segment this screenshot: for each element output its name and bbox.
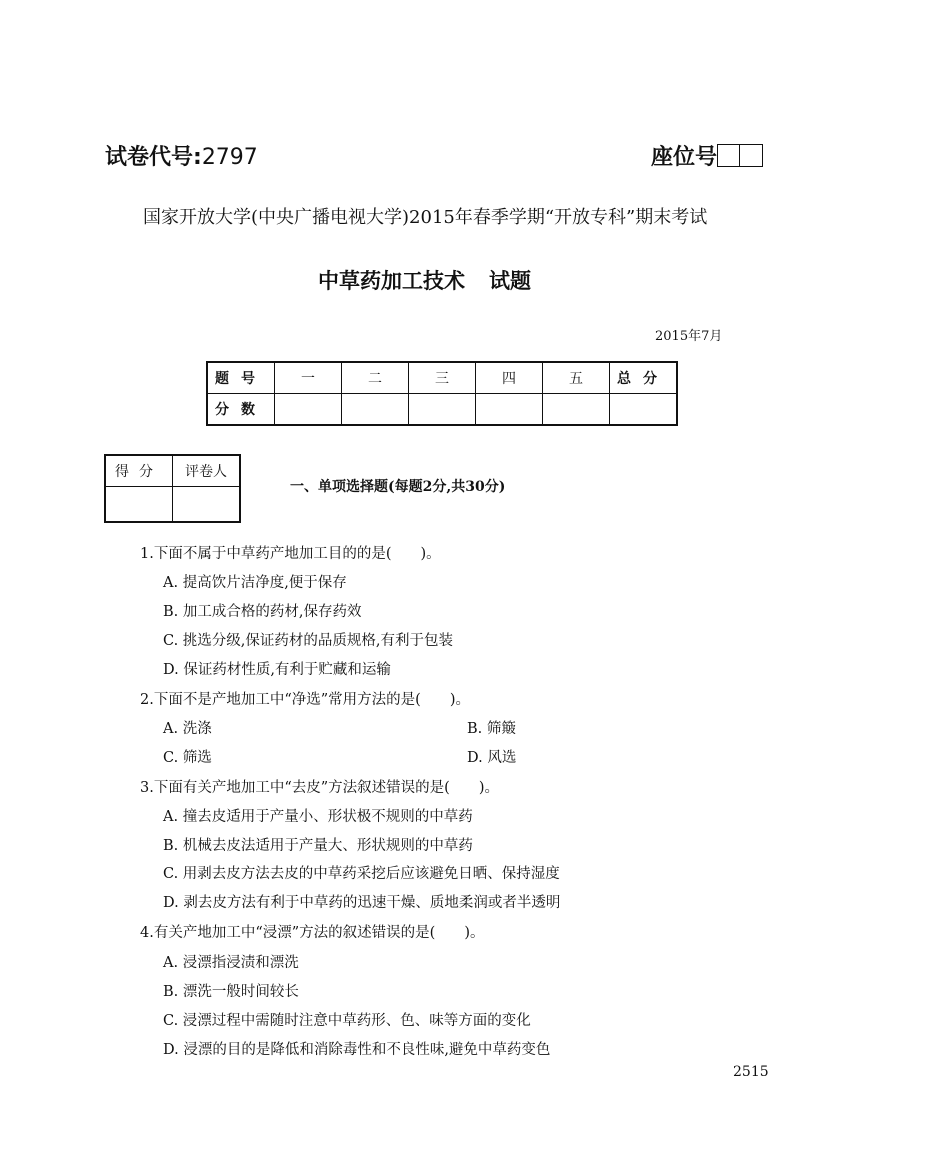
seat-number xyxy=(651,140,763,171)
column-5: 五 xyxy=(543,362,610,394)
grader-name-cell xyxy=(173,487,241,523)
seat-box-1 xyxy=(717,144,740,167)
question-3-stem: 3.下面有关产地加工中“去皮”方法叙述错误的是( )。 xyxy=(140,780,499,796)
grader-table xyxy=(104,454,241,523)
row-label-question-number: 题号 xyxy=(207,362,275,394)
score-cell xyxy=(409,394,476,426)
score-table-header-row xyxy=(207,362,677,394)
question-3-option-c: C. 用剥去皮方法去皮的中草药采挖后应该避免日晒、保持湿度 xyxy=(163,866,560,882)
row-label-score: 分数 xyxy=(207,394,275,426)
question-4-option-c: C. 浸漂过程中需随时注意中草药形、色、味等方面的变化 xyxy=(163,1013,531,1029)
question-2-option-c: C. 筛选 xyxy=(163,750,212,766)
paper-code-label: 试卷代号: xyxy=(105,145,202,170)
score-cell xyxy=(543,394,610,426)
seat-box-2 xyxy=(740,144,763,167)
score-cell xyxy=(275,394,342,426)
column-2: 二 xyxy=(342,362,409,394)
question-3-option-b: B. 机械去皮法适用于产量大、形状规则的中草药 xyxy=(163,838,473,854)
question-2-option-b: B. 筛簸 xyxy=(467,721,516,737)
question-4-option-d: D. 浸漂的目的是降低和消除毒性和不良性味,避免中草药变色 xyxy=(163,1042,551,1058)
exam-date: 2015年7月 xyxy=(655,329,723,344)
question-1-stem: 1.下面不属于中草药产地加工目的的是( )。 xyxy=(140,546,441,562)
institution-line: 国家开放大学(中央广播电视大学)2015年春季学期“开放专科”期末考试 xyxy=(143,207,708,228)
question-4-option-a: A. 浸漂指浸渍和漂洗 xyxy=(163,955,299,971)
question-2-option-d: D. 风选 xyxy=(467,750,517,766)
question-4-option-b: B. 漂洗一般时间较长 xyxy=(163,984,299,1000)
question-1-option-b: B. 加工成合格的药材,保存药效 xyxy=(163,604,362,620)
score-table-score-row xyxy=(207,394,677,426)
question-3-option-d: D. 剥去皮方法有利于中草药的迅速干燥、质地柔润或者半透明 xyxy=(163,895,561,911)
paper-code xyxy=(105,140,258,171)
score-table xyxy=(206,361,678,426)
question-2-option-a: A. 洗涤 xyxy=(163,721,212,737)
column-4: 四 xyxy=(476,362,543,394)
column-3: 三 xyxy=(409,362,476,394)
question-4-stem: 4.有关产地加工中“浸漂”方法的叙述错误的是( )。 xyxy=(140,925,485,941)
column-total: 总分 xyxy=(610,362,678,394)
exam-title xyxy=(318,265,531,295)
course-name: 中草药加工技术 xyxy=(318,269,465,293)
section-title: 一、单项选择题(每题2分,共30分) xyxy=(290,479,506,495)
grader-name-header: 评卷人 xyxy=(173,455,241,487)
grader-score-cell xyxy=(105,487,173,523)
question-1-option-d: D. 保证药材性质,有利于贮藏和运输 xyxy=(163,662,391,678)
column-1: 一 xyxy=(275,362,342,394)
seat-label: 座位号 xyxy=(651,145,718,170)
page-number: 2515 xyxy=(733,1064,769,1080)
question-1-option-c: C. 挑选分级,保证药材的品质规格,有利于包装 xyxy=(163,633,454,649)
score-cell xyxy=(610,394,678,426)
question-1-option-a: A. 提高饮片洁净度,便于保存 xyxy=(163,575,347,591)
paper-code-value: 2797 xyxy=(201,145,258,170)
grader-score-header: 得分 xyxy=(105,455,173,487)
score-cell xyxy=(476,394,543,426)
question-2-stem: 2.下面不是产地加工中“净选”常用方法的是( )。 xyxy=(140,692,470,708)
score-cell xyxy=(342,394,409,426)
subject-suffix: 试题 xyxy=(489,269,531,293)
question-3-option-a: A. 撞去皮适用于产量小、形状极不规则的中草药 xyxy=(163,809,473,825)
